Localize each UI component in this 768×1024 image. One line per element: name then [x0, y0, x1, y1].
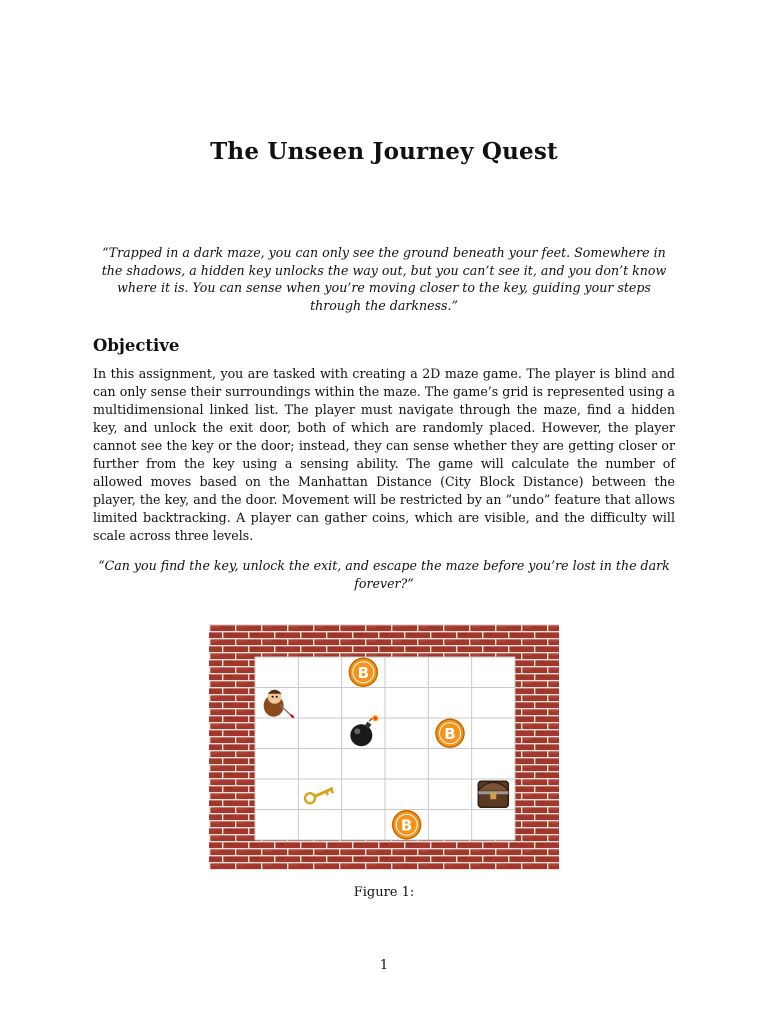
coin-icon	[436, 719, 464, 747]
door-icon	[478, 781, 508, 807]
coin-icon	[393, 811, 421, 839]
maze-illustration	[209, 624, 559, 870]
document-title: The Unseen Journey Quest	[210, 138, 558, 165]
closing-quote: “Can you find the key, unlock the exit, and escape the maze before you’re lost in the dark forever?”	[98, 558, 670, 591]
maze-figure	[209, 624, 559, 870]
figure-caption: Figure 1:	[353, 885, 415, 900]
section-heading-objective: Objective	[93, 336, 180, 355]
svg-text:B: B	[444, 724, 456, 743]
objective-paragraph: In this assignment, you are tasked with creating a 2D maze game. The player is blind and can only sense their surroundings within the maze. The game’s grid is represented using a multidimensional linked list. The player must navigate through the maze, find a hidden key, and unlock the exit door, both of which are randomly placed. However, the player cannot see the key or the door; instead, they can sense whether they are getting closer or further from the key using a sensing ability. The game will calculate the number of allowed moves based on the Manhattan Distance (City Block Distance) between the player, the key, and the door. Movement will be restricted by an ”undo” feature that allows limited backtracking. A player can gather coins, which are visible, and the difficulty will scale across three levels.	[93, 366, 675, 543]
epigraph-quote: “Trapped in a dark maze, you can only see the ground beneath your feet. Somewhere in the shadows, a hidden key unlocks the way out, but you can’t see it, and you don’t know where it is. You can sense when you’re moving closer to the key, guiding your steps through the darkness.”	[101, 245, 667, 313]
svg-text:B: B	[400, 816, 413, 835]
page-number: 1	[379, 958, 389, 973]
svg-text:B: B	[357, 663, 370, 682]
coin-icon	[349, 658, 377, 686]
